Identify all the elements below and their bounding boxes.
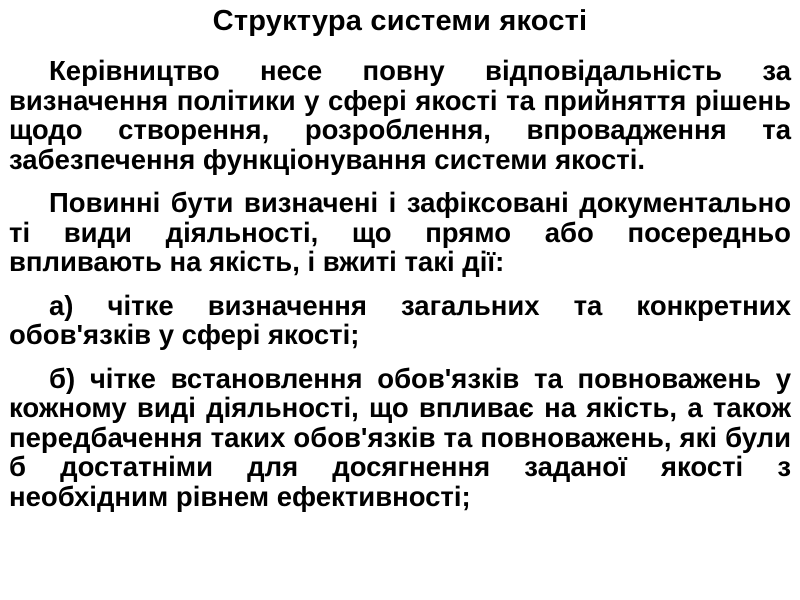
list-item-a: а) чітке визначення загальних та конкретних обов'язків у сфері якості;	[9, 289, 791, 350]
paragraph-management-responsibility: Керівництво несе повну відповідальність за визначення політики у сфері якості та прийняття рішень щодо створення, розроблення, впровадження та забезпечення функціонування системи якості.	[9, 55, 791, 175]
list-item-b: б) чітке встановлення обов'язків та повноважень у кожному виді діяльності, що впливає на якість, а також передбачення таких обов'язків та повноважень, які були б достатніми для досягнення заданої якості з необхідним рівнем ефективності;	[9, 362, 791, 512]
slide-title: Структура системи якості	[212, 5, 588, 37]
paragraph-documented-activities: Повинні бути визначені і зафіксовані документально ті види діяльності, що прямо або посередньо впливають на якість, і вжиті такі дії:	[9, 187, 791, 277]
